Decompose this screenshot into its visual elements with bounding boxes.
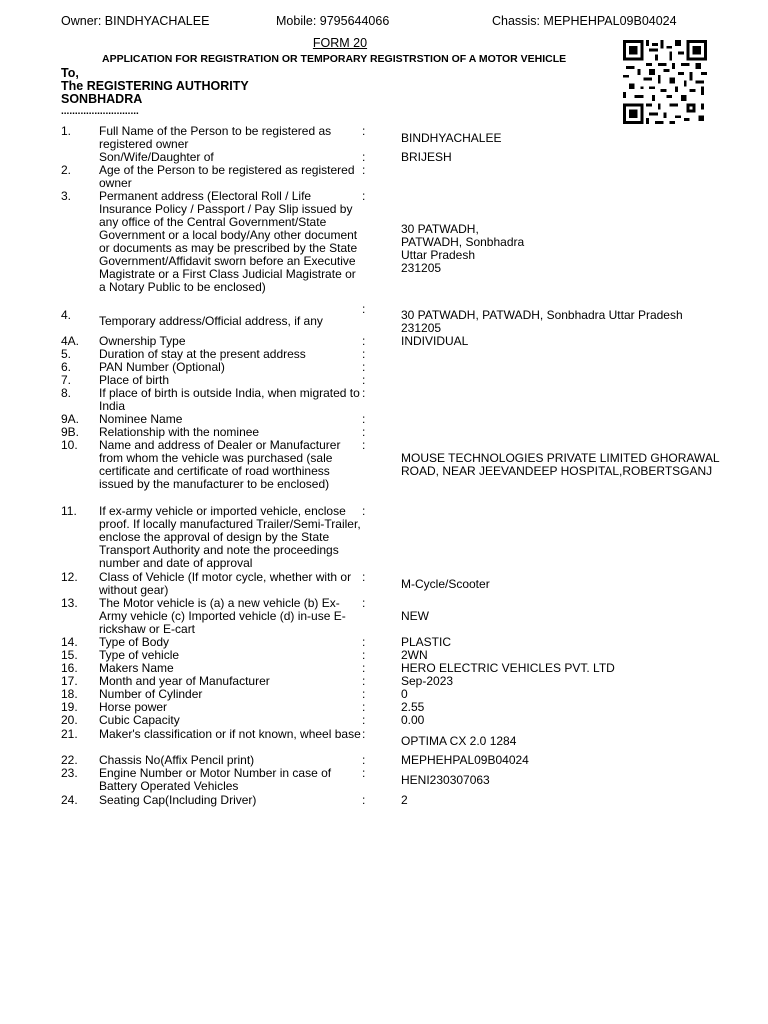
row-colon: :: [362, 386, 366, 400]
row-value: Sep-2023: [401, 674, 454, 688]
row-colon: :: [362, 412, 366, 426]
row-colon: :: [362, 124, 366, 138]
row-colon: :: [362, 438, 366, 452]
row-value: 30 PATWADH, PATWADH, Sonbhadra Uttar Pradesh 231205: [401, 222, 525, 275]
row-label: Nominee Name: [99, 412, 183, 426]
row-value: BRIJESH: [401, 150, 452, 164]
row-number: 8.: [61, 386, 72, 400]
row-number: 9B.: [61, 425, 80, 439]
qr-code: [621, 40, 709, 124]
row-number: 22.: [61, 753, 78, 767]
row-value: BINDHYACHALEE: [401, 131, 502, 145]
row-number: 23.: [61, 766, 78, 780]
form-title: [0, 36, 680, 50]
row-label: If ex-army vehicle or imported vehicle, enclose proof. If locally manufactured Trailer/Semi-Trailer, enclose the approval of design by the State Transport Authority and note the proceedings number and date of approval: [99, 504, 361, 570]
row-colon: :: [362, 302, 366, 316]
row-label: Number of Cylinder: [99, 687, 203, 701]
row-colon: :: [362, 425, 366, 439]
row-value: HERO ELECTRIC VEHICLES PVT. LTD: [401, 661, 615, 675]
row-value: M-Cycle/Scooter: [401, 577, 490, 591]
row-number: 14.: [61, 635, 78, 649]
row-colon: :: [362, 687, 366, 701]
owner-header: Owner: BINDHYACHALEE: [61, 14, 210, 28]
district-line: SONBHADRA: [61, 92, 143, 106]
row-label: Son/Wife/Daughter of: [99, 150, 214, 164]
to-line: To,: [61, 66, 79, 80]
row-label: Full Name of the Person to be registered as registered owner: [99, 124, 332, 151]
row-label: Engine Number or Motor Number in case of Battery Operated Vehicles: [99, 766, 332, 793]
row-number: 4A.: [61, 334, 80, 348]
row-number: 4.: [61, 308, 72, 322]
row-label: Temporary address/Official address, if any: [99, 314, 323, 328]
row-number: 11.: [61, 504, 77, 518]
row-number: 24.: [61, 793, 78, 807]
row-label: Type of Body: [99, 635, 170, 649]
row-label: Permanent address (Electoral Roll / Life Insurance Policy / Passport / Pay Slip issued by any office of the Central Government/State Government or a local body/Any other document or documents as may be prescribed by the State Government/Affidavit sworn before an Executive Magistrate or a First Class Judicial Magistrate or a Notary Public to be enclosed): [99, 189, 358, 294]
row-value: 2WN: [401, 648, 428, 662]
row-label: If place of birth is outside India, when migrated to India: [99, 386, 360, 413]
form-number: FORM 20: [312, 36, 368, 50]
row-colon: :: [362, 360, 366, 374]
row-value: 2: [401, 793, 408, 807]
row-colon: :: [362, 163, 366, 177]
row-number: 20.: [61, 713, 78, 727]
row-number: 6.: [61, 360, 72, 374]
row-number: 2.: [61, 163, 72, 177]
row-value: MOUSE TECHNOLOGIES PRIVATE LIMITED GHORAWAL ROAD, NEAR JEEVANDEEP HOSPITAL,ROBERTSGANJ: [401, 451, 720, 478]
row-number: 1.: [61, 124, 72, 138]
row-label: Class of Vehicle (If motor cycle, whether with or without gear): [99, 570, 352, 597]
row-colon: :: [362, 347, 366, 361]
row-value: NEW: [401, 609, 429, 623]
row-colon: :: [362, 753, 366, 767]
row-number: 16.: [61, 661, 78, 675]
row-label: Makers Name: [99, 661, 174, 675]
row-colon: :: [362, 713, 366, 727]
row-value: MEPHEHPAL09B04024: [401, 753, 529, 767]
chassis-header: Chassis: MEPHEHPAL09B04024: [492, 14, 677, 28]
row-label: Place of birth: [99, 373, 170, 387]
row-colon: :: [362, 504, 366, 518]
row-number: 18.: [61, 687, 78, 701]
row-colon: :: [362, 373, 366, 387]
row-label: Relationship with the nominee: [99, 425, 260, 439]
row-value: 30 PATWADH, PATWADH, Sonbhadra Uttar Pradesh 231205: [401, 308, 683, 335]
authority-line: The REGISTERING AUTHORITY: [61, 79, 249, 93]
row-colon: :: [362, 727, 366, 741]
row-value: OPTIMA CX 2.0 1284: [401, 734, 517, 748]
row-label: Type of vehicle: [99, 648, 180, 662]
row-colon: :: [362, 150, 366, 164]
row-colon: :: [362, 648, 366, 662]
row-number: 12.: [61, 570, 78, 584]
row-value: 0: [401, 687, 408, 701]
row-colon: :: [362, 189, 366, 203]
row-label: Chassis No(Affix Pencil print): [99, 753, 255, 767]
row-colon: :: [362, 596, 366, 610]
row-colon: :: [362, 661, 366, 675]
row-label: The Motor vehicle is (a) a new vehicle (b) Ex-Army vehicle (c) Imported vehicle (d) in-use E-rickshaw or E-cart: [99, 596, 346, 636]
address-dots: ............................: [61, 106, 139, 117]
row-number: 3.: [61, 189, 72, 203]
row-number: 17.: [61, 674, 78, 688]
row-colon: :: [362, 793, 366, 807]
row-colon: :: [362, 570, 366, 584]
row-colon: :: [362, 674, 366, 688]
row-label: PAN Number (Optional): [99, 360, 225, 374]
row-number: 10.: [61, 438, 78, 452]
row-colon: :: [362, 334, 366, 348]
row-label: Seating Cap(Including Driver): [99, 793, 257, 807]
row-label: Month and year of Manufacturer: [99, 674, 270, 688]
row-label: Name and address of Dealer or Manufacturer from whom the vehicle was purchased (sale certificate and certificate of road worthiness issued by the manufacturer to be enclosed): [99, 438, 341, 491]
row-value: 0.00: [401, 713, 425, 727]
row-number: 21.: [61, 727, 78, 741]
row-colon: :: [362, 700, 366, 714]
row-label: Horse power: [99, 700, 168, 714]
row-value: PLASTIC: [401, 635, 452, 649]
row-colon: :: [362, 635, 366, 649]
row-number: 9A.: [61, 412, 80, 426]
mobile-header: Mobile: 9795644066: [276, 14, 390, 28]
row-value: HENI230307063: [401, 773, 490, 787]
row-number: 5.: [61, 347, 72, 361]
row-label: Maker's classification or if not known, wheel base: [99, 727, 361, 741]
row-value: INDIVIDUAL: [401, 334, 469, 348]
row-number: 13.: [61, 596, 78, 610]
row-colon: :: [362, 766, 366, 780]
row-label: Ownership Type: [99, 334, 186, 348]
application-title: APPLICATION FOR REGISTRATION OR TEMPORARY REGISTRSTION OF A MOTOR VEHICLE: [102, 53, 567, 65]
row-label: Cubic Capacity: [99, 713, 180, 727]
row-value: 2.55: [401, 700, 425, 714]
row-number: 7.: [61, 373, 72, 387]
row-number: 15.: [61, 648, 78, 662]
row-number: 19.: [61, 700, 78, 714]
row-label: Duration of stay at the present address: [99, 347, 306, 361]
row-label: Age of the Person to be registered as registered owner: [99, 163, 355, 190]
